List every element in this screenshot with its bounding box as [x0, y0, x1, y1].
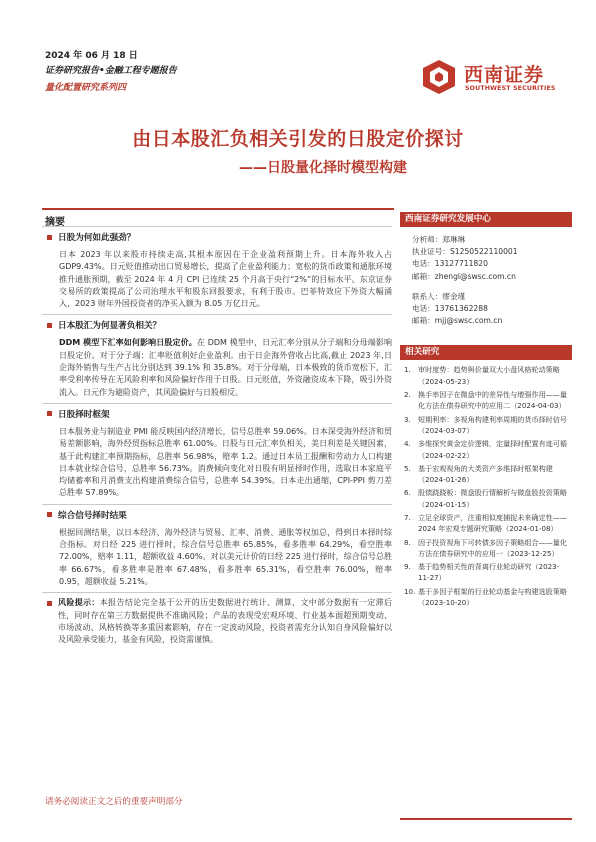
- risk-block: [42, 592, 392, 646]
- analyst-email[interactable]: 邮箱：zhengl@swsc.com.cn: [412, 271, 516, 281]
- list-item[interactable]: [404, 487, 572, 512]
- report-date: 2024 年 06 月 18 日: [45, 51, 138, 61]
- list-item-number: 9.: [404, 562, 411, 572]
- list-item-text: 股债跷跷板：微盘股行情解析与微盘股投资策略（2024-01-15）: [418, 488, 567, 509]
- section-heading-text: 综合信号择时结果: [58, 510, 127, 521]
- list-item-text: 基于多因子框架的行业轮动基金与构建选股策略（2023-10-20）: [418, 586, 567, 608]
- section-negative-correlation: [42, 314, 392, 402]
- paragraph-body: 在 DDM 模型中，日元汇率分别从分子端和分母端影响日股定价。对于分子端：汇率贬值利好企业盈利。由于日企海外营收占比高,截止 2023 年,日企海外销售与生产占比分别达到 39.1% 和 35.8%。对于分母端，日本极致的货币宽松下，汇率受利率传导在无风险利率和风险偏好作用于日股。日元贬值，外资融资成本下降，吸引外资流入。日元作为避险资产，其风险偏好与日股相反。: [59, 338, 392, 397]
- section-paragraph: [42, 335, 392, 402]
- report-title: 由日本股汇负相关引发的日股定价探讨: [132, 128, 464, 150]
- list-item-text: 短期利率：多视角构建利率周期的货币择时信号（2024-03-07）: [418, 414, 567, 435]
- summary-divider: [42, 208, 394, 210]
- list-item[interactable]: [404, 512, 572, 537]
- section-paragraph: 日本 2023 年以来股市持续走高,其根本原因在于企业盈利预期上升。日本海外收入占 GDP9.43%。日元贬值推动出口贸易增长，提高了企业盈利能力；宽松的货币政策和通胀环境推升通胀预期，截至 2024 年 4 月 CPI 已连续 25 个月高于央行“2%”的目标水平。东京证券交易所的政策提高了公司治理水平和股东回报要求，有利于股市。巴菲特效应下外资大幅涌入，2023 财年外国投资者的净买入额为 8.05 万亿日元。: [59, 250, 392, 309]
- report-subtitle: ——日股量化择时模型构建: [239, 160, 407, 176]
- bullet-square-icon: [47, 323, 52, 328]
- related-research-list: [400, 360, 572, 610]
- list-item[interactable]: [404, 364, 572, 389]
- section-heading: [42, 314, 392, 335]
- list-item[interactable]: [404, 537, 572, 562]
- list-item-number: 2.: [404, 390, 411, 400]
- related-research-bar: 相关研究: [400, 345, 572, 360]
- list-item[interactable]: [404, 414, 572, 439]
- contact-email[interactable]: 邮箱：mjj@swsc.com.cn: [412, 316, 503, 326]
- list-item[interactable]: [404, 586, 572, 611]
- section-risk: [42, 592, 392, 646]
- bullet-square-icon: [47, 601, 52, 606]
- list-item-text: 立足全球资产，注重相似度捕捉未来确定性——2024 年宏观专题研究策略（2024-01-08）: [418, 512, 567, 534]
- report-header: [45, 50, 177, 97]
- sidebar-bottom-rule: [400, 818, 572, 820]
- analyst-name: 分析师：郑琳琳: [412, 235, 466, 244]
- list-item-number: 8.: [404, 537, 411, 547]
- report-series: 量化配置研究系列四: [45, 83, 127, 93]
- section-heading: [42, 403, 392, 424]
- section-heading-text: 日股为何如此强劲？: [58, 233, 136, 243]
- bullet-square-icon: [47, 411, 52, 416]
- section-heading-text: 日股择时框架: [58, 409, 110, 420]
- contact-phone: 电话：13761362288: [412, 304, 488, 314]
- list-item-number: 10.: [404, 586, 416, 596]
- list-item-text: 换手率因子在微盘中的差异性与增强作用——量化方法在债券研究中的应用二（2024-04-03）: [418, 390, 567, 411]
- report-type: 证券研究报告•金融工程专题报告: [45, 66, 177, 76]
- list-item-text: 基于趋势相关性的背离行业轮动研究（2023-11-27）: [418, 562, 560, 583]
- logo-name-en: SOUTHWEST SECURITIES: [465, 85, 556, 92]
- contact-name: 联系人：缪金瑾: [412, 291, 466, 301]
- list-item[interactable]: [404, 561, 572, 586]
- analyst-license: 执业证号：S1250522110001: [412, 247, 518, 257]
- list-item-text: 多维探究黄金定价逻辑，定量择时配置有迹可循（2024-02-22）: [418, 439, 567, 460]
- bullet-square-icon: [47, 235, 52, 240]
- list-item-number: 4.: [404, 439, 411, 449]
- bullet-square-icon: [47, 512, 52, 517]
- section-why-strong: [42, 226, 392, 314]
- risk-body: 本报告结论完全基于公开的历史数据进行统计、测算，文中部分数据有一定滞后性，同时存在第三方数据提供不准确风险；产品的表现受宏观环境、行业基本面超预期变动、市场波动、风格转换等多重因素影响，存在一定波动风险，投资者需充分认知自身风险偏好以及风险承受能力，基金有风险，投资需谨慎。: [58, 598, 392, 645]
- list-item-text: 审时度势：趋势與价量双大小盘风格轮动策略 （2024-05-23）: [418, 365, 560, 386]
- list-item-number: 5.: [404, 463, 411, 473]
- list-item[interactable]: [404, 389, 572, 414]
- logo-mark-icon: [420, 59, 458, 95]
- summary-label: 摘要: [45, 217, 65, 228]
- section-paragraph: 日本服务业与制造业 PMI 能反映国内经济增长，信号总胜率 59.06%。日本深受海外经济和贸易差额影响，海外经贸指标总胜率 61.00%。日股与日元汇率负相关，美日利差是关键因素，基于此构建汇率预期指标，总胜率 56.98%，赔率 1.2。通过日本员工报酬和劳动力人口构建日本就业综合信号，总胜率 56.73%。消费倾向变化对日股有明显择时作用，选取日本家庭平均储蓄率和月消费支出构建消费综合信号，总胜率 54.39%。日本走出通缩，CPI-PPI 剪刀差总胜率 57.89%。: [59, 426, 392, 498]
- sidebar: [400, 212, 572, 610]
- summary-body: [42, 226, 392, 646]
- list-item-text: 基于宏观视角的大类资产多维择时框架构建（2024-01-26）: [418, 463, 553, 485]
- company-logo: [420, 58, 570, 98]
- analyst-phone: 电话：13127711820: [412, 259, 488, 269]
- list-item-number: 7.: [404, 512, 411, 522]
- list-item-number: 6.: [404, 488, 411, 498]
- list-item[interactable]: [404, 438, 572, 463]
- disclaimer-note: 请务必阅读正文之后的重要声明部分: [45, 797, 183, 807]
- research-center-bar: 西南证券研究发展中心: [400, 212, 572, 227]
- logo-name-cn: 西南证券: [464, 64, 545, 86]
- risk-label: 风险提示：: [58, 598, 100, 608]
- section-heading-text: 日本股汇为何显著负相关？: [58, 321, 162, 332]
- list-item-number: 1.: [404, 365, 411, 375]
- section-heading: [42, 226, 392, 247]
- analyst-contacts: [400, 227, 572, 327]
- paragraph-lead: DDM 模型下汇率如何影响日股定价。: [59, 338, 197, 348]
- section-signal-results: [42, 504, 392, 592]
- section-timing-framework: [42, 403, 392, 504]
- list-item[interactable]: [404, 463, 572, 488]
- section-heading: [42, 504, 392, 525]
- list-item-number: 3.: [404, 414, 411, 424]
- list-item-text: 因子投资视角下可转债多因子策略组合——量化方法在债券研究中的应用一（2023-12-25）: [418, 537, 567, 558]
- section-paragraph: 根据回测结果，以日本经济、海外经济与贸易、汇率、消费、通胀等权加总，得到日本择时综合指标。对日经 225 进行择时，综合信号总胜率 65.85%，看多胜率 64.29%，看空胜率 72.00%，赔率 1.11，超额收益 4.60%。对以美元计价的日经 225 进行择时，综合信号总胜率 66.67%，看多胜率是胜率 67.48%，看多胜率 65.31%，看空胜率 76.00%，赔率 0.95，超额收益 5.21%。: [59, 527, 392, 586]
- risk-text: [58, 597, 392, 646]
